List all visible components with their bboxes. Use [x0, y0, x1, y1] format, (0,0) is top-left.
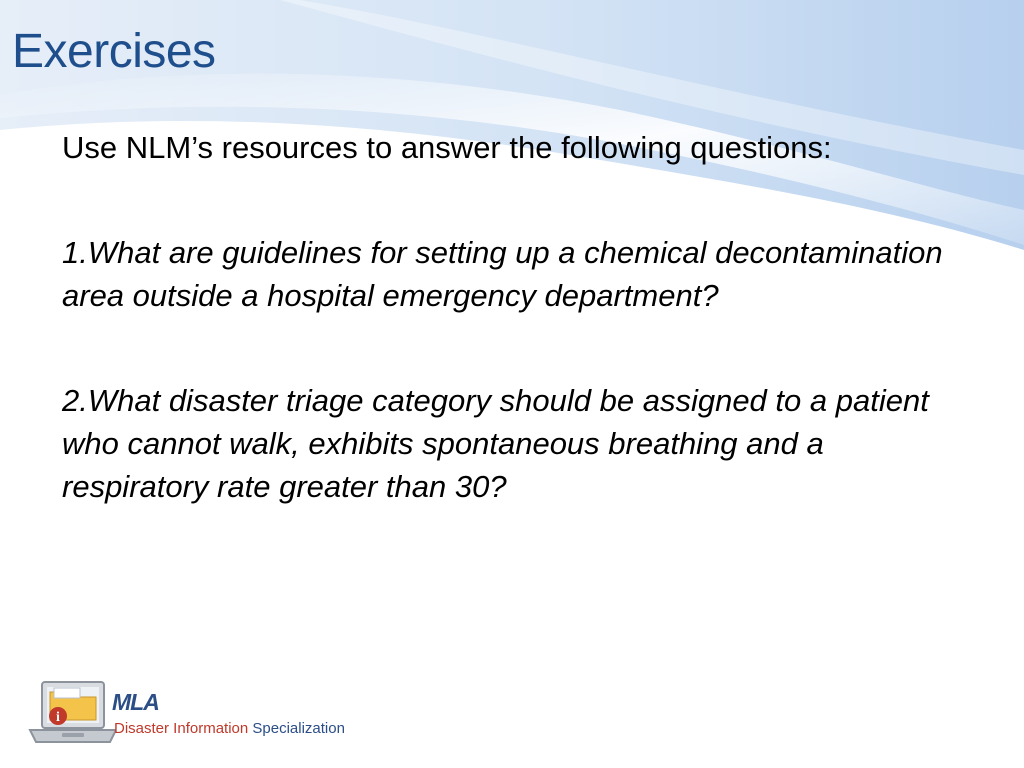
tagline-part1: Disaster Information	[114, 720, 253, 737]
question-2: 2.What disaster triage category should be assigned to a patient who cannot walk, exhibits spontaneous breathing and a respiratory rate greater than 30?	[62, 383, 929, 504]
tagline-part2: Specialization	[252, 720, 345, 737]
laptop-folder-icon	[24, 676, 116, 752]
org-mark-logo: MLA	[112, 689, 159, 715]
slide-title: Exercises	[12, 25, 216, 78]
slide-body	[62, 126, 972, 508]
question-1: 1.What are guidelines for setting up a chemical decontamination area outside a hospital emergency department?	[62, 235, 943, 313]
intro-text: Use NLM’s resources to answer the following questions:	[62, 130, 832, 165]
svg-text:i: i	[56, 710, 60, 725]
footer-logo	[24, 676, 384, 756]
org-tagline	[114, 720, 345, 738]
